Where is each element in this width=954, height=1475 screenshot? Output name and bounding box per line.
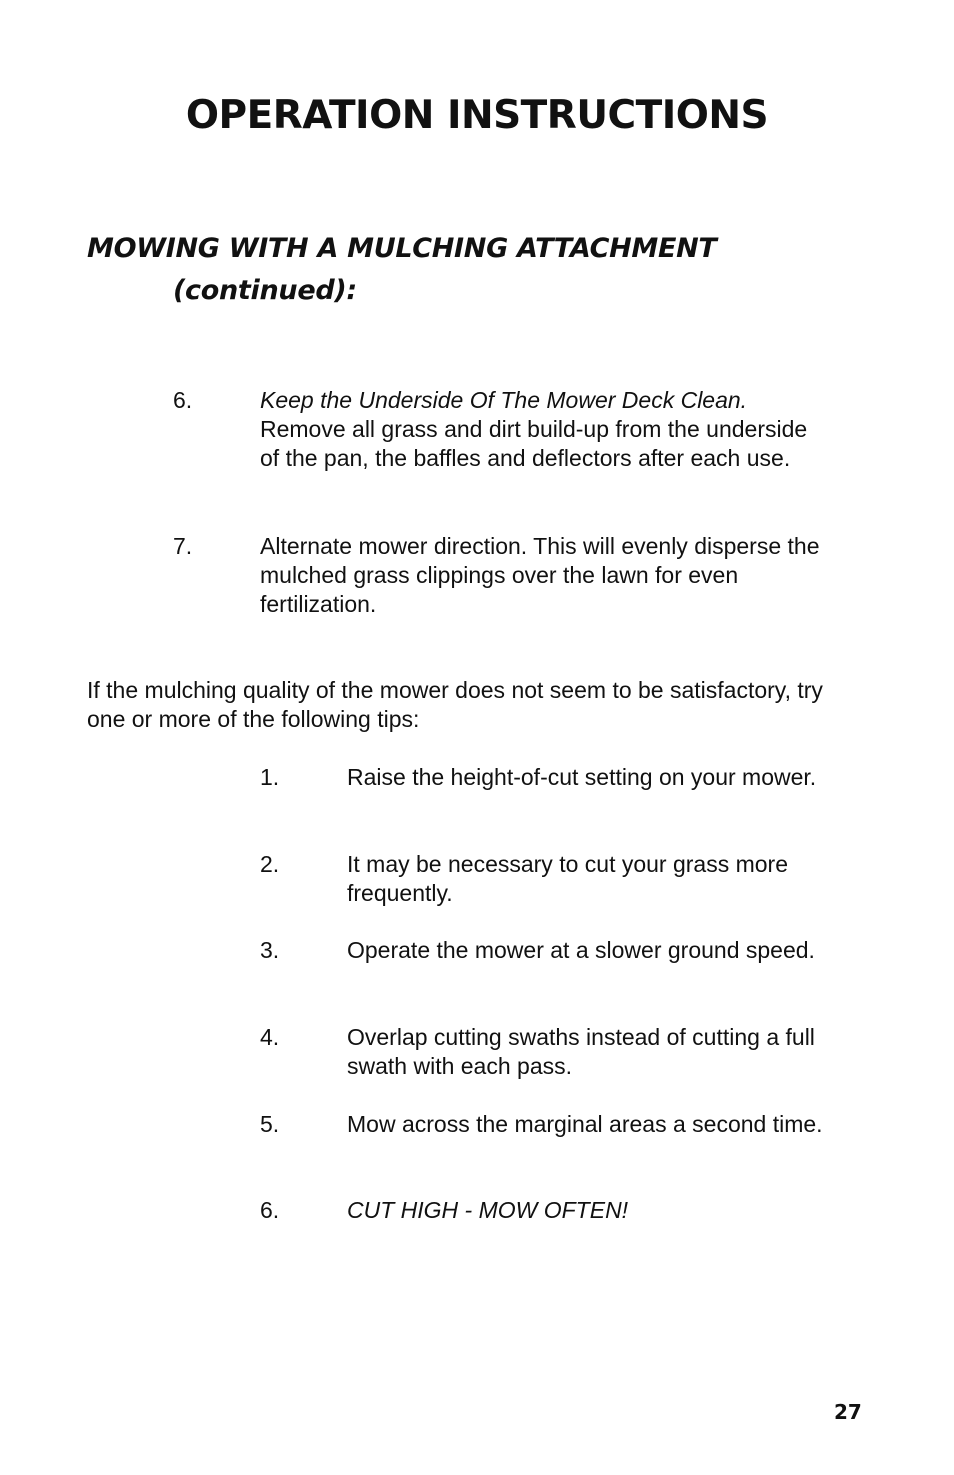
list-item-text: Overlap cutting swaths instead of cutting a full swath with each pass. [347,1024,815,1079]
section-heading-line1: MOWING WITH A MULCHING ATTACHMENT [87,233,717,264]
list-item-number: 2. [260,851,280,877]
list-item-number: 5. [260,1111,280,1137]
list-item-number: 3. [260,937,280,963]
list-item-text: Operate the mower at a slower ground speed. [347,937,815,963]
section-heading [87,228,717,312]
list-item-text: Raise the height-of-cut setting on your mower. [347,764,817,790]
list-item-italic-text: Keep the Underside Of The Mower Deck Clean. [260,387,748,413]
list-item-body [260,386,830,473]
list-item-text: CUT HIGH - MOW OFTEN! [347,1197,629,1223]
page-number: 27 [834,1400,862,1424]
page-title: OPERATION INSTRUCTIONS [185,93,769,138]
list-item-number: 6. [260,1197,280,1223]
list-item-text: Alternate mower direction. This will evenly disperse the mulched grass clippings over the lawn for even fertilization. [260,533,820,617]
list-item-number: 7. [173,533,193,559]
list-item-number: 1. [260,764,280,790]
list-item-text: Remove all grass and dirt build-up from the underside of the pan, the baffles and deflectors after each use. [260,416,808,471]
list-item-number: 6. [173,387,193,413]
section-heading-line2: (continued): [173,275,357,306]
list-item-number: 4. [260,1024,280,1050]
list-item-text: Mow across the marginal areas a second time. [347,1111,823,1137]
tips-intro: If the mulching quality of the mower does not seem to be satisfactory, try one or more of the following tips: [87,677,823,732]
list-item-text: It may be necessary to cut your grass more frequently. [347,851,789,906]
